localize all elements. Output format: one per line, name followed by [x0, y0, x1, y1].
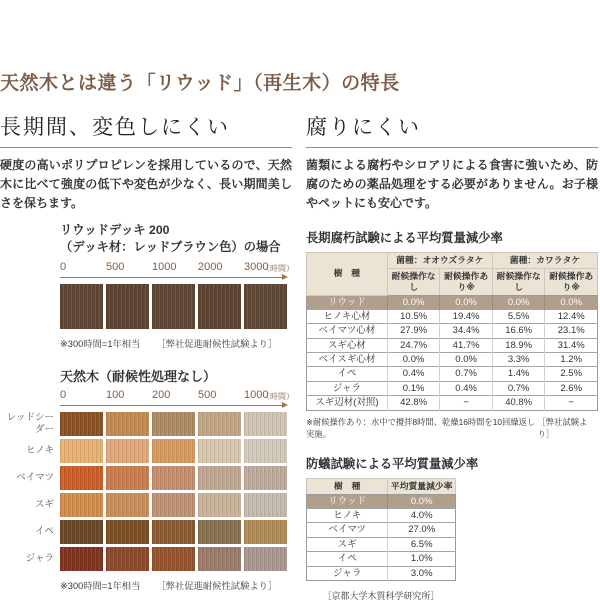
time-scale-note: ※300時間=1年相当 [60, 581, 141, 592]
wood-color-swatch [106, 412, 149, 436]
termite-source: ［京都大学木質科学研究所］ [322, 590, 440, 601]
value-cell: 41.7% [440, 338, 493, 352]
wood-color-swatch [152, 520, 195, 544]
species-cell: スギ辺材(対照) [307, 396, 388, 410]
wood-swatch-row [60, 412, 287, 436]
value-cell: 0.7% [440, 367, 493, 381]
section-fade-resistance [0, 111, 292, 602]
species-cell: ジャラ [307, 381, 388, 395]
decay-table-title: 長期腐朽試験による平均質量減少率 [306, 230, 503, 245]
rewood-sample-block [60, 222, 292, 351]
natural-wood-grid [0, 412, 292, 571]
two-column-layout [0, 111, 597, 602]
wood-color-swatch [198, 520, 241, 544]
wood-color-swatch [106, 493, 149, 517]
rewood-caption-line2: （デッキ材：レッドブラウン色）の場合 [60, 240, 281, 255]
page-title: 天然木とは違う「リウッド」（再生木）の特長 [0, 73, 400, 94]
value-cell: 10.5% [387, 309, 440, 323]
value-cell: 23.1% [545, 324, 598, 338]
timeline-unit-label: （時間） [262, 264, 294, 274]
species-cell: リウッド [307, 494, 388, 508]
wood-color-swatch [198, 493, 241, 517]
decay-test-table [306, 252, 598, 411]
value-cell: 5.5% [492, 309, 545, 323]
timeline-tick-label: 2000 [198, 261, 223, 274]
wood-color-swatch [198, 547, 241, 571]
wood-color-swatch [152, 439, 195, 463]
timeline-tick-label: 500 [198, 389, 217, 402]
wood-species-label: イペ [34, 526, 54, 538]
value-cell: 4.0% [388, 509, 456, 523]
rewood-timeline [60, 261, 292, 274]
decay-col-species: 樹 種 [307, 252, 388, 295]
value-cell: 0.0% [440, 295, 493, 309]
value-cell: 1.0% [388, 552, 456, 566]
wood-species-label: ジャラ [25, 553, 54, 565]
species-cell: ヒノキ [307, 509, 388, 523]
wood-color-swatch [106, 439, 149, 463]
rewood-swatch-row [60, 284, 292, 329]
timeline-unit-label: （時間） [262, 392, 294, 402]
value-cell: 0.0% [492, 295, 545, 309]
decay-footnote: ※耐候操作あり：水中で攪拌8時間、乾燥16時間を10回繰返し実施。 [306, 416, 536, 439]
value-cell: 27.9% [387, 324, 440, 338]
timeline-tick-label: 1000 [244, 389, 269, 402]
decay-group-header: 菌種：オオウズラタケ [387, 252, 492, 268]
value-cell: 3.0% [388, 566, 456, 580]
value-cell: 0.4% [387, 367, 440, 381]
wood-row [0, 412, 292, 436]
decay-sub-header: 耐候操作あり※ [440, 268, 493, 295]
fade-description: 硬度の高いポリプロピレンを採用しているので、天然木に比べて強度の低下や変色が少なく、長い期間美しさを保ちます。 [0, 158, 292, 211]
table-row [307, 537, 456, 551]
wood-species-label: レッドシーダー [6, 412, 54, 436]
rewood-color-swatch [60, 284, 103, 329]
wood-color-swatch [244, 547, 287, 571]
table-row [307, 396, 598, 410]
value-cell: 1.4% [492, 367, 545, 381]
timeline-arrow [60, 402, 288, 409]
wood-color-swatch [244, 439, 287, 463]
wood-color-swatch [198, 466, 241, 490]
wood-species-label: ベイマツ [16, 472, 54, 484]
decay-group-header: 菌種：カワラタケ [492, 252, 597, 268]
wood-row [0, 493, 292, 517]
table-row [307, 309, 598, 323]
species-cell: スギ [307, 537, 388, 551]
value-cell: 0.0% [388, 494, 456, 508]
table-row [307, 494, 456, 508]
wood-color-swatch [152, 412, 195, 436]
timeline-tick-label: 3000 [244, 261, 269, 274]
species-cell: ベイスギ心材 [307, 353, 388, 367]
wood-color-swatch [60, 547, 103, 571]
wood-row [0, 520, 292, 544]
wood-row [0, 439, 292, 463]
table-row [307, 381, 598, 395]
wood-color-swatch [106, 547, 149, 571]
wood-row [0, 547, 292, 571]
value-cell: 24.7% [387, 338, 440, 352]
rewood-caption-line1: リウッドデッキ 200 [60, 222, 170, 237]
value-cell: 0.4% [440, 381, 493, 395]
timeline-tick-label: 500 [106, 261, 125, 274]
value-cell: 0.0% [387, 353, 440, 367]
value-cell: 16.6% [492, 324, 545, 338]
value-cell: 0.0% [387, 295, 440, 309]
wood-color-swatch [106, 466, 149, 490]
wood-color-swatch [60, 493, 103, 517]
wood-color-swatch [60, 412, 103, 436]
table-row [307, 338, 598, 352]
decay-header-groups [307, 252, 598, 268]
rewood-color-swatch [244, 284, 287, 329]
fade-section-title: 長期間、変色しにくい [0, 115, 230, 139]
value-cell: 34.4% [440, 324, 493, 338]
species-cell: ベイマツ心材 [307, 324, 388, 338]
wood-species-label: ヒノキ [25, 445, 54, 457]
timeline-tick-label: 1000 [152, 261, 177, 274]
value-cell: 0.7% [492, 381, 545, 395]
wood-color-swatch [244, 493, 287, 517]
timeline-tick-label: 0 [60, 389, 67, 402]
species-cell: ジャラ [307, 566, 388, 580]
value-cell: 27.0% [388, 523, 456, 537]
wood-color-swatch [106, 520, 149, 544]
rewood-sample-caption [60, 222, 292, 258]
species-cell: イペ [307, 552, 388, 566]
wood-color-swatch [244, 466, 287, 490]
wood-color-swatch [198, 412, 241, 436]
decay-table-notes [306, 416, 598, 440]
table-row [307, 509, 456, 523]
wood-color-swatch [152, 547, 195, 571]
termite-col-value: 平均質量減少率 [388, 478, 456, 494]
value-cell: 12.4% [545, 309, 598, 323]
value-cell: 1.2% [545, 353, 598, 367]
value-cell: 3.3% [492, 353, 545, 367]
species-cell: スギ心材 [307, 338, 388, 352]
value-cell: 0.1% [387, 381, 440, 395]
species-cell: ヒノキ心材 [307, 309, 388, 323]
value-cell: − [440, 396, 493, 410]
wood-row [0, 466, 292, 490]
wood-swatch-row [60, 493, 287, 517]
wood-color-swatch [244, 412, 287, 436]
species-cell: ベイマツ [307, 523, 388, 537]
wood-species-label: スギ [34, 499, 54, 511]
timeline-tick-label: 100 [106, 389, 125, 402]
value-cell: 18.9% [492, 338, 545, 352]
value-cell: 42.8% [387, 396, 440, 410]
value-cell: 2.6% [545, 381, 598, 395]
termite-col-species: 樹 種 [307, 478, 388, 494]
natural-wood-title: 天然木（耐候性処理なし） [60, 369, 217, 385]
rewood-color-swatch [106, 284, 149, 329]
table-row [307, 552, 456, 566]
decay-sub-header: 耐候操作なし [387, 268, 440, 295]
termite-table-title: 防蟻試験による平均質量減少率 [306, 456, 479, 471]
table-row [307, 324, 598, 338]
rewood-notes [60, 336, 292, 350]
test-source-note: ［弊社促進耐候性試験より］ [156, 581, 278, 592]
timeline-tick-label: 200 [152, 389, 171, 402]
section-rot-resistance [306, 111, 598, 602]
rot-section-title: 腐りにくい [306, 115, 421, 139]
time-scale-note: ※300時間=1年相当 [60, 339, 141, 350]
wood-color-swatch [60, 520, 103, 544]
timeline-arrow [60, 274, 288, 281]
wood-swatch-row [60, 547, 287, 571]
table-row [307, 566, 456, 580]
termite-test-table [306, 478, 456, 581]
test-source-note: ［弊社促進耐候性試験より］ [156, 339, 278, 350]
value-cell: 2.5% [545, 367, 598, 381]
timeline-tick-label: 0 [60, 261, 67, 274]
termite-header-row [307, 478, 456, 494]
wood-color-swatch [60, 466, 103, 490]
wood-color-swatch [152, 493, 195, 517]
wood-swatch-row [60, 466, 287, 490]
wood-color-swatch [244, 520, 287, 544]
rewood-color-swatch [152, 284, 195, 329]
value-cell: 0.0% [440, 353, 493, 367]
value-cell: 6.5% [388, 537, 456, 551]
table-row [307, 353, 598, 367]
section-divider [306, 147, 598, 148]
decay-source: ［弊社試験より］ [537, 416, 588, 439]
wood-color-swatch [152, 466, 195, 490]
section-divider [0, 147, 292, 148]
value-cell: 31.4% [545, 338, 598, 352]
decay-sub-header: 耐候操作なし [492, 268, 545, 295]
natural-notes [60, 578, 292, 592]
species-cell: イペ [307, 367, 388, 381]
value-cell: 0.0% [545, 295, 598, 309]
value-cell: 40.8% [492, 396, 545, 410]
decay-sub-header: 耐候操作あり※ [545, 268, 598, 295]
natural-timeline [60, 389, 292, 402]
table-row [307, 367, 598, 381]
wood-color-swatch [60, 439, 103, 463]
rewood-color-swatch [198, 284, 241, 329]
wood-swatch-row [60, 439, 287, 463]
value-cell: − [545, 396, 598, 410]
table-row [307, 295, 598, 309]
wood-color-swatch [198, 439, 241, 463]
table-row [307, 523, 456, 537]
value-cell: 19.4% [440, 309, 493, 323]
rot-description: 菌類による腐朽やシロアリによる食害に強いため、防腐のための薬品処理をする必要がありません。お子様やペットにも安心です。 [306, 158, 598, 211]
species-cell: リウッド [307, 295, 388, 309]
natural-timeline-block [60, 389, 292, 409]
wood-swatch-row [60, 520, 287, 544]
